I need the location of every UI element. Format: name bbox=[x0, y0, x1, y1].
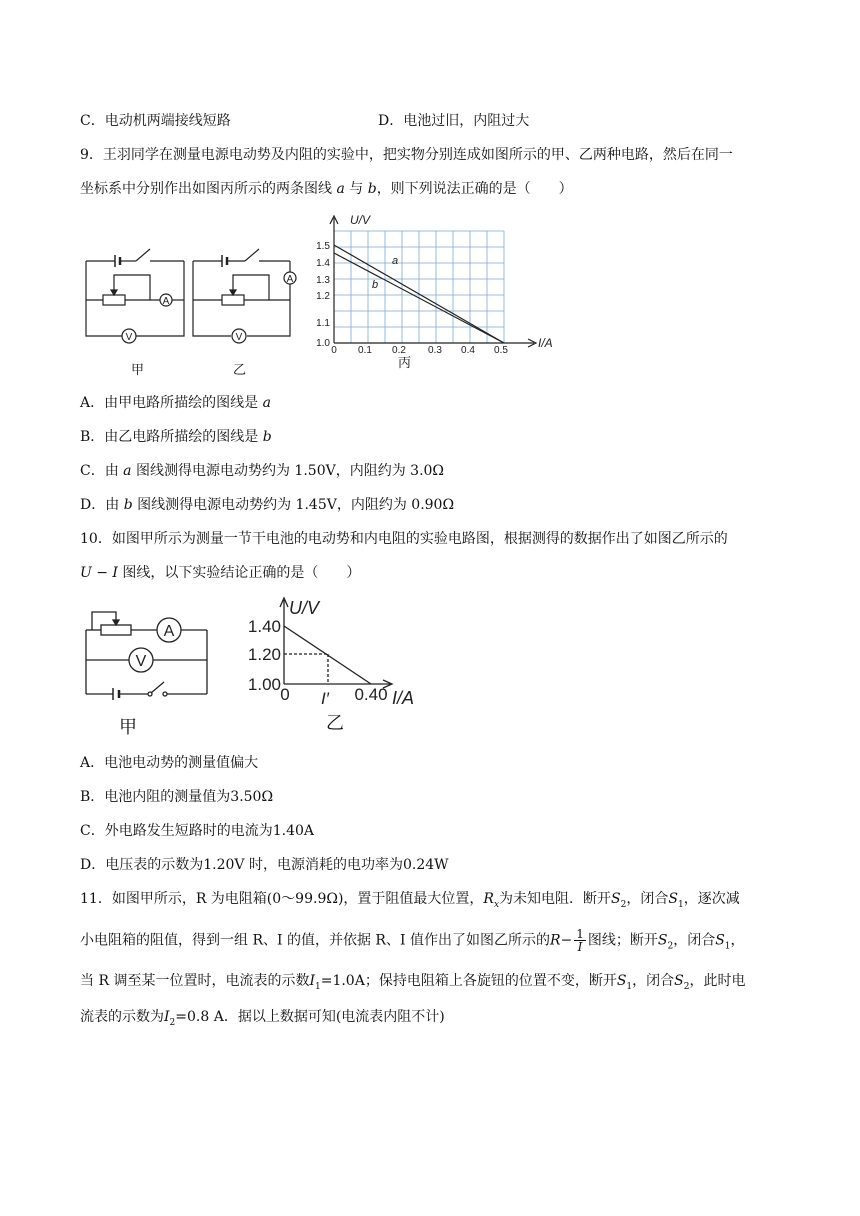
q9-ytick: 1.0 bbox=[316, 338, 330, 349]
q9-stem-line2: 坐标系中分别作出如图丙所示的两条图线 a 与 b，则下列说法正确的是（ ） bbox=[80, 181, 573, 197]
ammeter-label: A bbox=[163, 623, 175, 640]
voltmeter-label: V bbox=[235, 332, 243, 343]
ammeter-label: A bbox=[162, 296, 170, 307]
q9-ytick: 1.3 bbox=[316, 275, 330, 286]
q9-option-a: A．由甲电路所描绘的图线是 a bbox=[80, 395, 271, 411]
q9-xtick: 0.2 bbox=[392, 345, 406, 356]
q10-xlabel: I/A bbox=[392, 688, 415, 708]
q9-xlabel: I/A bbox=[538, 336, 553, 350]
voltmeter-label: V bbox=[135, 653, 147, 670]
q9-ytick: 1.2 bbox=[316, 291, 330, 302]
q10-ylabel: U/V bbox=[289, 598, 320, 618]
q10-option-d: D．电压表的示数为1.20V 时，电源消耗的电功率为0.24W bbox=[80, 857, 449, 873]
q9-option-d: D．由 b 图线测得电源电动势约为 1.45V，内阻约为 0.90Ω bbox=[80, 497, 455, 513]
q9-graph-bing bbox=[306, 210, 576, 360]
q9-fig-label-yi: 乙 bbox=[233, 363, 247, 378]
q9-option-b: B．由乙电路所描绘的图线是 b bbox=[80, 429, 272, 445]
q9-ytick: 1.1 bbox=[316, 318, 330, 329]
q10-fig-label-jia: 甲 bbox=[119, 717, 137, 738]
q9-xtick: 0.1 bbox=[358, 345, 372, 356]
q9-circuit-jia bbox=[86, 226, 188, 346]
q9-xtick: 0.3 bbox=[428, 345, 442, 356]
q9-ylabel: U/V bbox=[350, 213, 371, 227]
q10-circuit-jia bbox=[84, 608, 214, 708]
one-over-i-fraction: $\frac{1}{I}$ bbox=[576, 927, 584, 954]
q10-option-c: C．外电路发生短路时的电流为1.40A bbox=[80, 823, 314, 839]
q10-ytick: 1.00 bbox=[247, 675, 281, 694]
q11-line3: 当 R 调至某一位置时，电流表的示数$I_1=1.0A$；保持电阻箱上各旋钮的位置不变，断开$S_1$，闭合$S_2$，此时电 bbox=[80, 973, 746, 992]
q9-ytick: 1.4 bbox=[316, 258, 330, 269]
q9-fig-label-jia: 甲 bbox=[131, 363, 145, 378]
q10-ytick: 1.20 bbox=[247, 645, 281, 664]
q9-line-a-label: a bbox=[392, 255, 399, 267]
q10-origin: 0 bbox=[280, 685, 290, 704]
q10-graph-yi bbox=[238, 596, 438, 708]
q10-xtick-mid: I′ bbox=[321, 689, 329, 708]
option-c-prev: C．电动机两端接线短路 bbox=[80, 113, 231, 129]
q10-stem-line1: 10．如图甲所示为测量一节干电池的电动势和内电阻的实验电路图，根据测得的数据作出了如图乙所示的 bbox=[80, 531, 728, 547]
q11-line1: 11．如图甲所示，R 为电阻箱(0～99.9Ω)，置于阻值最大位置，$R_x$为未知电阻．断开$S_2$，闭合$S_1$，逐次减 bbox=[80, 891, 740, 910]
q9-xtick: 0.5 bbox=[494, 345, 508, 356]
option-d-prev: D．电池过旧，内阻过大 bbox=[378, 113, 530, 129]
q11-line4: 流表的示数为$I_2=0.8$ A．据以上数据可知(电流表内阻不计) bbox=[80, 1009, 445, 1028]
q10-xtick-end: 0.40 bbox=[354, 685, 388, 704]
q9-stem-line1: 9．王羽同学在测量电源电动势及内阻的实验中，把实物分别连成如图所示的甲、乙两种电路，然后在同一 bbox=[80, 147, 733, 163]
q9-xtick: 0 bbox=[331, 345, 337, 356]
q10-option-a: A．电池电动势的测量值偏大 bbox=[80, 755, 259, 771]
voltmeter-label: V bbox=[125, 332, 133, 343]
q9-xtick: 0.4 bbox=[461, 345, 475, 356]
q9-option-c: C．由 a 图线测得电源电动势约为 1.50V，内阻约为 3.0Ω bbox=[80, 463, 445, 479]
ammeter-label: A bbox=[286, 274, 294, 285]
q10-fig-label-yi: 乙 bbox=[326, 713, 344, 734]
q9-ytick: 1.5 bbox=[316, 241, 330, 252]
q10-ytick: 1.40 bbox=[247, 617, 281, 636]
q11-line2: 小电阻箱的阻值，得到一组 R、I 的值，并依据 R、I 值作出了如图乙所示的R− $\frac{1}{I}$ 图线；断开$S_2$，闭合$S_1$， bbox=[80, 927, 745, 954]
q10-stem-line2: U − I 图线，以下实验结论正确的是（ ） bbox=[80, 565, 361, 581]
q10-option-b: B．电池内阻的测量值为3.50Ω bbox=[80, 789, 274, 805]
q9-fig-label-bing: 丙 bbox=[398, 356, 412, 371]
q9-circuit-yi bbox=[193, 226, 303, 346]
q9-line-b-label: b bbox=[372, 279, 379, 291]
